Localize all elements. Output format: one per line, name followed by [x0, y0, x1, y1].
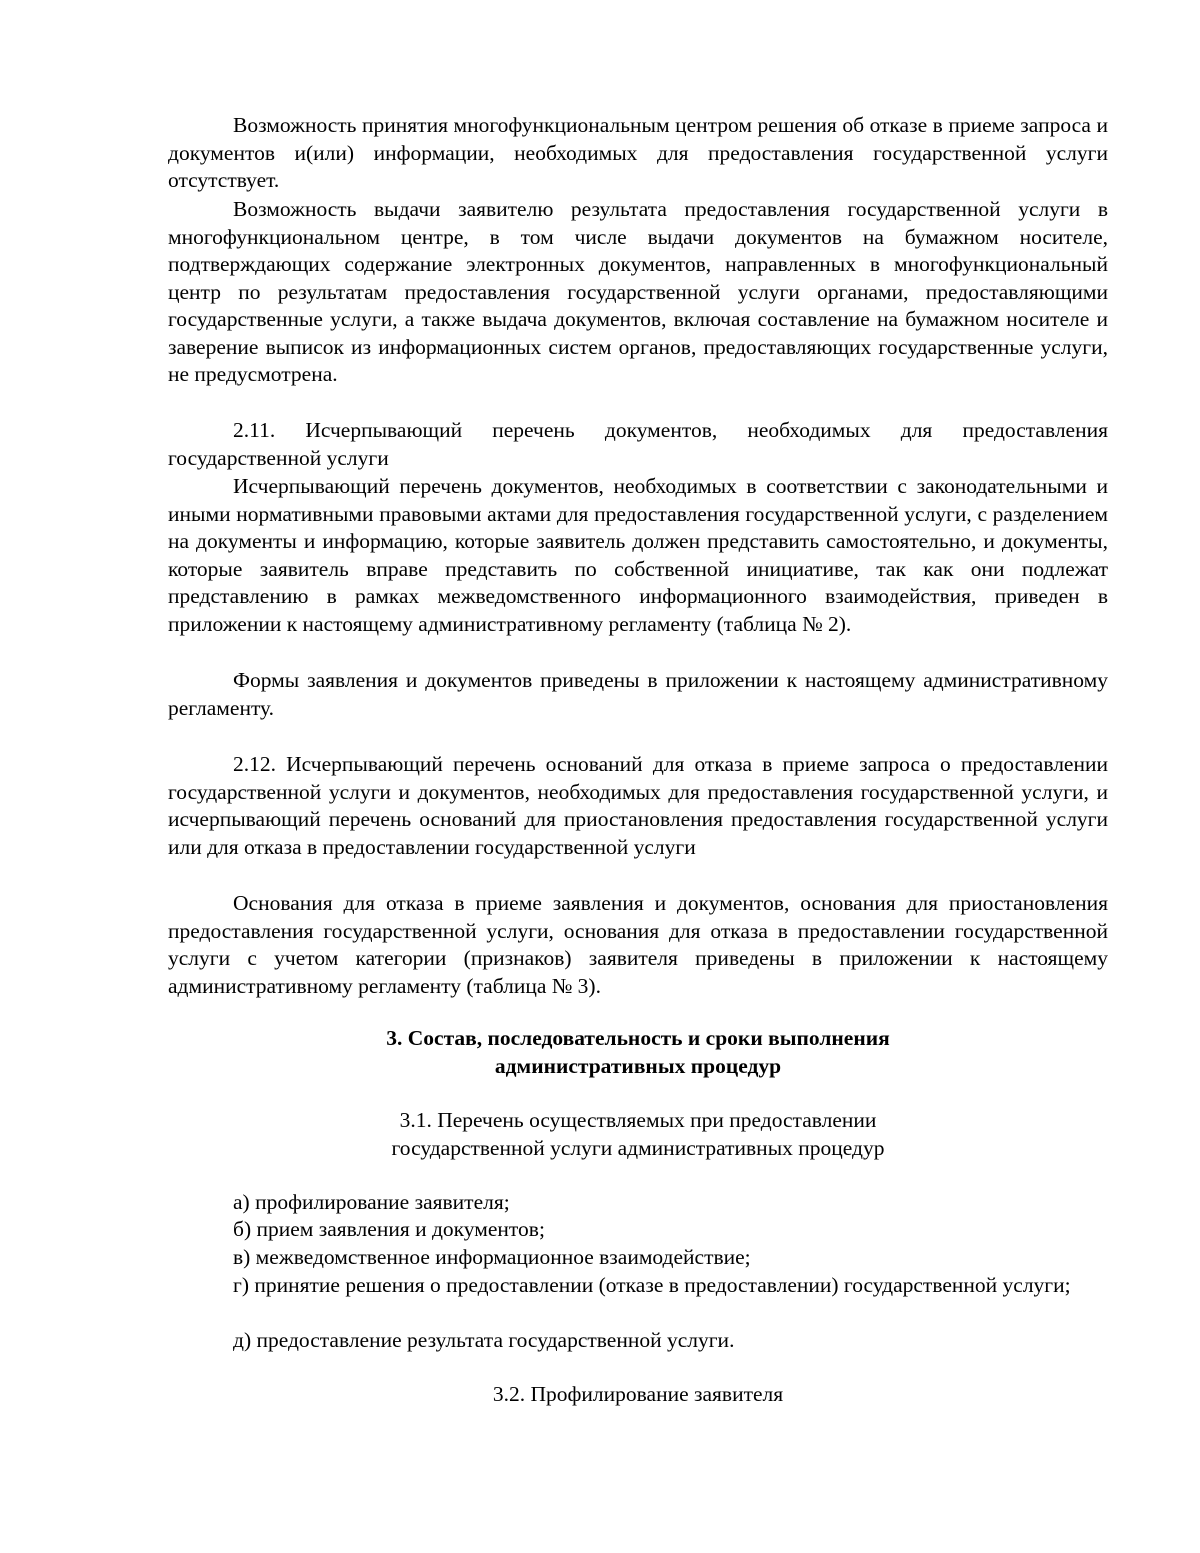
paragraph-documents-list: Исчерпывающий перечень документов, необходимых в соответствии с законодательными и иными нормативными правовыми актами для предоставления государственной услуги, с разделением на документы и информацию, которые заявитель должен представить самостоятельно, и документы, которые заявитель вправе представить по собственной инициативе, так как они подлежат представлению в рамках межведомственного информационного взаимодействия, приведен в приложении к настоящему административному регламенту (таблица № 2). — [168, 474, 1108, 636]
paragraph-refusal-grounds: Основания для отказа в приеме заявления и документов, основания для приостановления предоставления государственной услуги, основания для отказа в предоставлении государственной услуги с учетом категории (признаков) заявителя приведены в приложении к настоящему административному регламенту (таблица № 3). — [168, 891, 1108, 998]
paragraph-2-11-heading: 2.11. Исчерпывающий перечень документов, необходимых для предоставления государственной услуги — [168, 418, 1108, 470]
subsection-3-1-heading-line2: государственной услуги административных процедур — [391, 1136, 885, 1160]
procedure-item-e: д) предоставление результата государственной услуги. — [233, 1328, 735, 1352]
paragraph-mfc-issuance: Возможность выдачи заявителю результата предоставления государственной услуги в многофункциональном центре, в том числе выдачи документов на бумажном носителе, подтверждающих содержание электронных документов, направленных в многофункциональный центр по результатам предоставления государственной услуги органами, предоставляющими государственные услуги, а также выдача документов, включая составление на бумажном носителе и заверение выписок из информационных систем органов, предоставляющих государственные услуги, не предусмотрена. — [168, 197, 1108, 386]
section-3-heading-line2: административных процедур — [494, 1054, 782, 1078]
section-3-heading-line1: 3. Состав, последовательность и сроки выполнения — [386, 1026, 890, 1050]
subsection-3-1-heading-line1: 3.1. Перечень осуществляемых при предоставлении — [399, 1108, 877, 1132]
procedure-item-c: в) межведомственное информационное взаимодействие; — [233, 1245, 751, 1269]
paragraph-forms: Формы заявления и документов приведены в приложении к настоящему административному регламенту. — [168, 668, 1108, 720]
paragraph-2-12-heading: 2.12. Исчерпывающий перечень оснований для отказа в приеме запроса о предоставлении государственной услуги и документов, необходимых для предоставления государственной услуги, и исчерпывающий перечень оснований для приостановления предоставления государственной услуги или для отказа в предоставлении государственной услуги — [168, 752, 1108, 859]
procedure-item-d: г) принятие решения о предоставлении (отказе в предоставлении) государственной услуги; — [233, 1273, 1071, 1297]
paragraph-mfc-refusal: Возможность принятия многофункциональным центром решения об отказе в приеме запроса и документов и(или) информации, необходимых для предоставления государственной услуги отсутствует. — [168, 113, 1108, 192]
procedure-item-b: б) прием заявления и документов; — [233, 1217, 545, 1241]
subsection-3-2-heading: 3.2. Профилирование заявителя — [492, 1382, 784, 1406]
procedure-item-a: а) профилирование заявителя; — [233, 1190, 510, 1214]
